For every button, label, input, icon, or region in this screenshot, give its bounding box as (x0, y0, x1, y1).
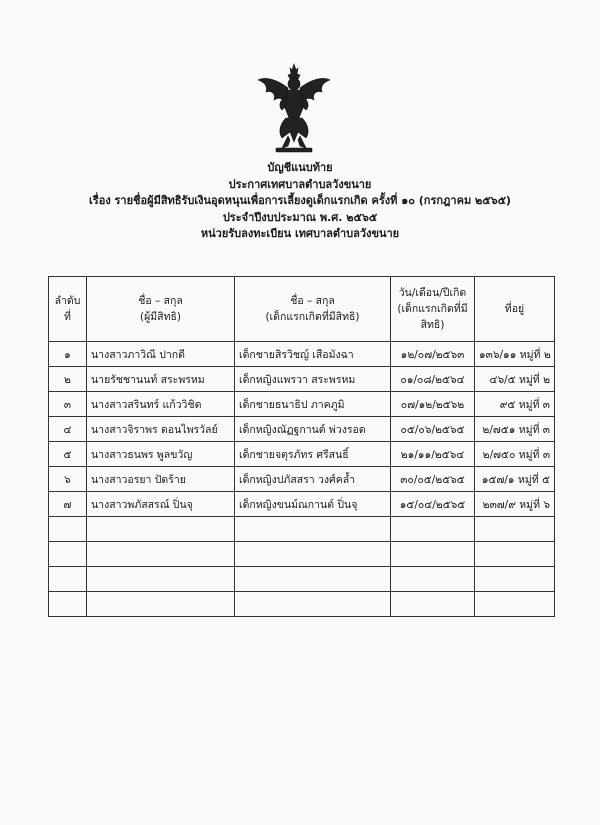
cell-child: เด็กหญิงปภัสสรา วงศ์คล้ำ (235, 467, 391, 492)
document-heading (0, 160, 600, 243)
empty-cell (49, 542, 87, 567)
cell-dob: ๐๑/๐๘/๒๕๖๔ (391, 367, 475, 392)
empty-cell (475, 542, 555, 567)
cell-address: ๒/๗๕๐ หมู่ที่ ๓ (475, 442, 555, 467)
empty-table-row (49, 517, 555, 542)
empty-cell (49, 592, 87, 617)
empty-cell (391, 517, 475, 542)
empty-cell (87, 592, 235, 617)
cell-no: ๓ (49, 392, 87, 417)
table-row (49, 392, 555, 417)
empty-cell (235, 517, 391, 542)
table-row (49, 417, 555, 442)
table-row (49, 492, 555, 517)
cell-applicant: นางสาวพภัสสรณ์ ปิ่นจุ (87, 492, 235, 517)
cell-dob: ๐๕/๐๖/๒๕๖๕ (391, 417, 475, 442)
heading-subject: เรื่อง รายชื่อผู้มีสิทธิรับเงินอุดหนุนเพื่อการเลี้ยงดูเด็กแรกเกิด ครั้งที่ ๑๐ (กรกฎาคม ๒๕๖๕) (89, 194, 511, 207)
column-header-dob: วัน/เดือน/ปีเกิด (เด็กแรกเกิดที่มีสิทธิ) (391, 277, 475, 342)
column-header-applicant: ชื่อ – สกุล (ผู้มีสิทธิ) (87, 277, 235, 342)
column-header-child: ชื่อ – สกุล (เด็กแรกเกิดที่มีสิทธิ) (235, 277, 391, 342)
heading-registration-unit: หน่วยรับลงทะเบียน เทศบาลตำบลวังขนาย (200, 227, 400, 240)
cell-applicant: นายรัชชานนท์ สระพรหม (87, 367, 235, 392)
cell-address: ๔๖/๕ หมู่ที่ ๒ (475, 367, 555, 392)
empty-cell (87, 542, 235, 567)
empty-cell (475, 567, 555, 592)
garuda-emblem-icon (252, 62, 336, 154)
empty-cell (391, 592, 475, 617)
column-header-address: ที่อยู่ (475, 277, 555, 342)
beneficiary-table (48, 276, 555, 617)
cell-address: ๒/๗๕๑ หมู่ที่ ๓ (475, 417, 555, 442)
cell-applicant: นางสาวสรินทร์ แก้ววิชิต (87, 392, 235, 417)
cell-no: ๒ (49, 367, 87, 392)
table-header-row (49, 277, 555, 342)
empty-cell (475, 592, 555, 617)
cell-applicant: นางสาวอรยา ปัดร้าย (87, 467, 235, 492)
cell-address: ๒๓๗/๙ หมู่ที่ ๖ (475, 492, 555, 517)
cell-child: เด็กหญิงขนม์ณกานต์ ปิ่นจุ (235, 492, 391, 517)
empty-cell (475, 517, 555, 542)
cell-child: เด็กชายธนาธิป ภาคภูมิ (235, 392, 391, 417)
cell-applicant: นางสาวภาวิณี ปากดี (87, 342, 235, 367)
empty-cell (49, 567, 87, 592)
cell-child: เด็กหญิงณัฏฐกานต์ พ่วงรอด (235, 417, 391, 442)
cell-no: ๔ (49, 417, 87, 442)
table-row (49, 467, 555, 492)
empty-cell (235, 542, 391, 567)
empty-cell (235, 592, 391, 617)
heading-fiscal-year: ประจำปีงบประมาณ พ.ศ. ๒๕๖๕ (222, 210, 378, 224)
column-header-no: ลำดับ ที่ (49, 277, 87, 342)
cell-dob: ๒๑/๑๑/๒๕๖๔ (391, 442, 475, 467)
cell-address: ๑๕๗/๑ หมู่ที่ ๕ (475, 467, 555, 492)
cell-address: ๑๓๖/๑๑ หมู่ที่ ๒ (475, 342, 555, 367)
empty-table-row (49, 542, 555, 567)
cell-no: ๗ (49, 492, 87, 517)
cell-dob: ๐๗/๑๒/๒๕๖๒ (391, 392, 475, 417)
table-row (49, 342, 555, 367)
empty-table-row (49, 592, 555, 617)
cell-no: ๑ (49, 342, 87, 367)
empty-cell (87, 567, 235, 592)
cell-dob: ๓๐/๐๕/๒๕๖๕ (391, 467, 475, 492)
cell-no: ๕ (49, 442, 87, 467)
cell-applicant: นางสาวธนพร พูลขวัญ (87, 442, 235, 467)
empty-table-row (49, 567, 555, 592)
cell-address: ๙๕ หมู่ที่ ๓ (475, 392, 555, 417)
empty-cell (87, 517, 235, 542)
heading-announcement: ประกาศเทศบาลตำบลวังขนาย (228, 177, 372, 191)
cell-child: เด็กชายสิรวิชญ์ เสือมังฉา (235, 342, 391, 367)
empty-cell (235, 567, 391, 592)
cell-child: เด็กหญิงแพรวา สระพรหม (235, 367, 391, 392)
cell-dob: ๑๒/๐๗/๒๕๖๓ (391, 342, 475, 367)
empty-cell (391, 567, 475, 592)
empty-cell (391, 542, 475, 567)
empty-cell (49, 517, 87, 542)
cell-dob: ๑๕/๐๔/๒๕๖๕ (391, 492, 475, 517)
cell-child: เด็กชายจตุรภัทร ศรีสนธิ์ (235, 442, 391, 467)
table-row (49, 442, 555, 467)
cell-applicant: นางสาวจิราพร ดอนไพรวัลย์ (87, 417, 235, 442)
cell-no: ๖ (49, 467, 87, 492)
table-row (49, 367, 555, 392)
heading-attachment: บัญชีแนบท้าย (267, 161, 333, 174)
